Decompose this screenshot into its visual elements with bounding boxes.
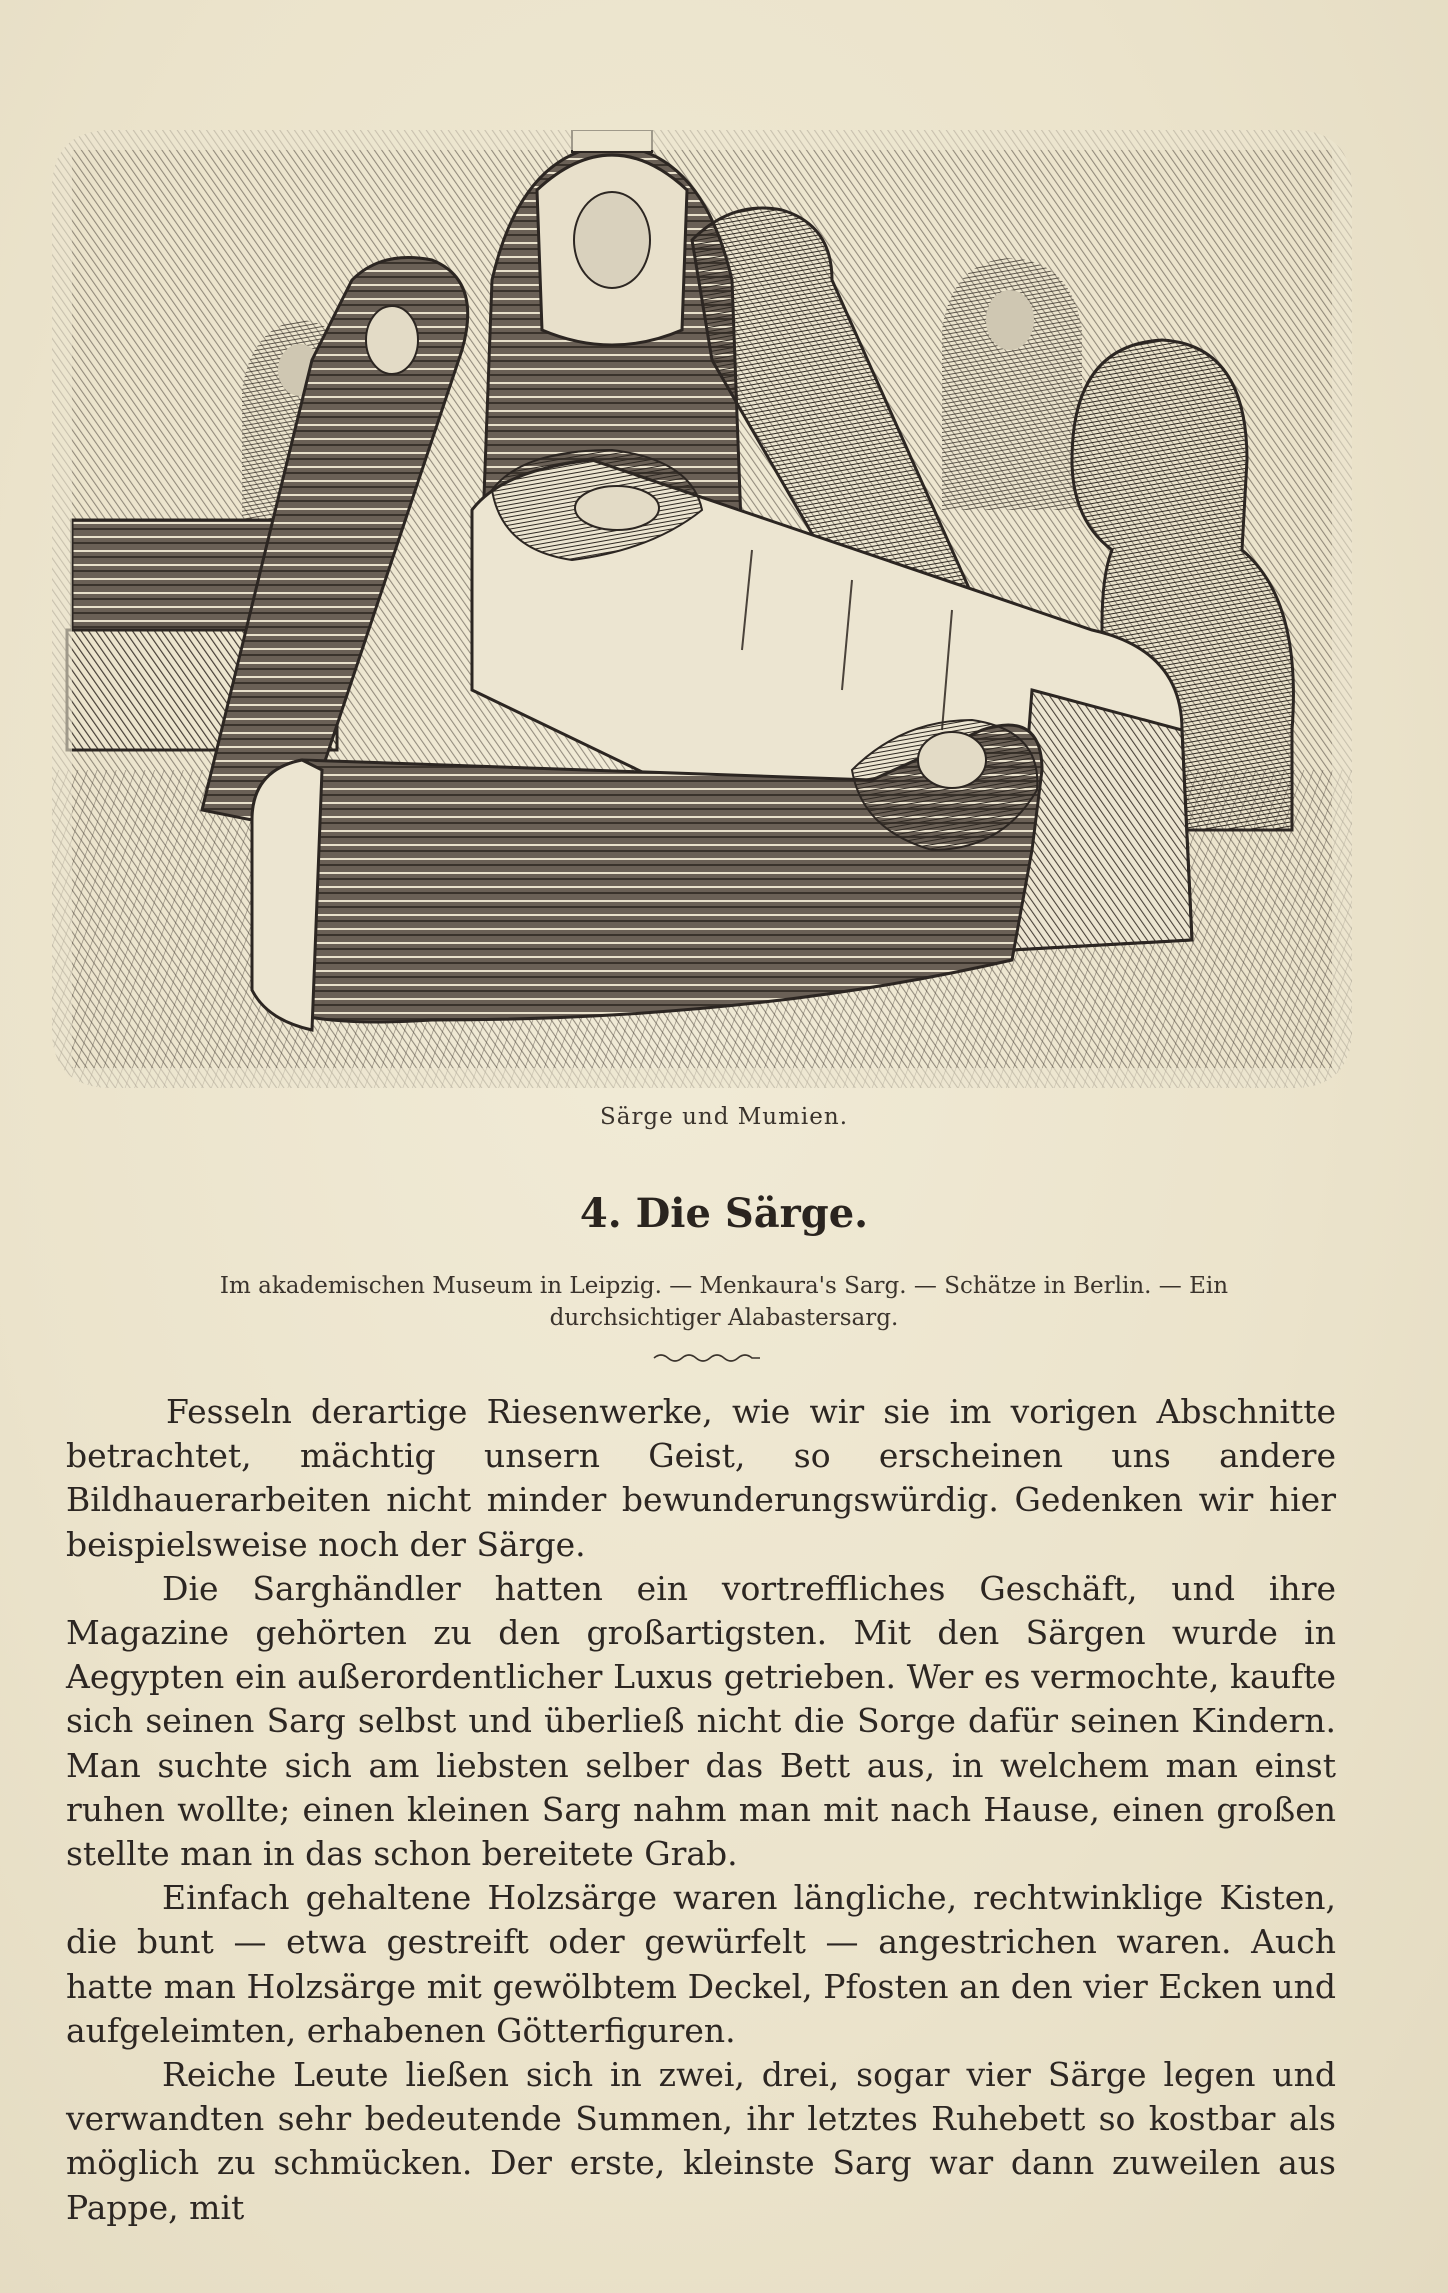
body-text — [66, 1390, 1336, 2230]
chapter-summary: Im akademischen Museum in Leipzig. — Menkaura's Sarg. — Schätze in Berlin. — Ein durchsichtiger Alabastersarg. — [219, 1273, 1229, 1331]
wave-divider-ornament — [652, 1350, 762, 1366]
paragraph: Die Sarghändler hatten ein vortreffliches Geschäft, und ihre Magazine gehörten zu den großartigsten. Mit den Särgen wurde in Aegypten ein außerordentlicher Luxus getrieben. Wer es vermochte, kaufte sich seinen Sarg selbst und überließ nicht die Sorge dafür seinen Kindern. Man suchte sich am liebsten selber das Bett aus, in welchem man einst ruhen wollte; einen kleinen Sarg nahm man mit nach Hause, einen großen stellte man in das schon bereitete Grab. — [66, 1568, 1336, 1874]
chapter-heading: 4. Die Särge. — [579, 1190, 869, 1237]
paragraph: Fesseln derartige Riesenwerke, wie wir sie im vorigen Abschnitte betrachtet, mächtig unsern Geist, so erscheinen uns andere Bildhauerarbeiten nicht minder bewunderungswürdig. Gedenken wir hier beispielsweise noch der Särge. — [66, 1392, 1336, 1564]
paragraph: Reiche Leute ließen sich in zwei, drei, sogar vier Särge legen und verwandten sehr bedeutende Summen, ihr letztes Ruhebett so kostbar als möglich zu schmücken. Der erste, kleinste Sarg war dann zuweilen aus Pappe, mit — [66, 2055, 1336, 2227]
coffins-and-mummies-engraving — [52, 130, 1352, 1088]
paragraph: Einfach gehaltene Holzsärge waren längliche, rechtwinklige Kisten, die bunt — etwa gestreift oder gewürfelt — angestrichen waren. Auch hatte man Holzsärge mit gewölbtem Deckel, Pfosten an den vier Ecken und aufgeleimten, erhabenen Götterfiguren. — [66, 1878, 1336, 2050]
figure-caption: Särge und Mumien. — [599, 1104, 849, 1130]
